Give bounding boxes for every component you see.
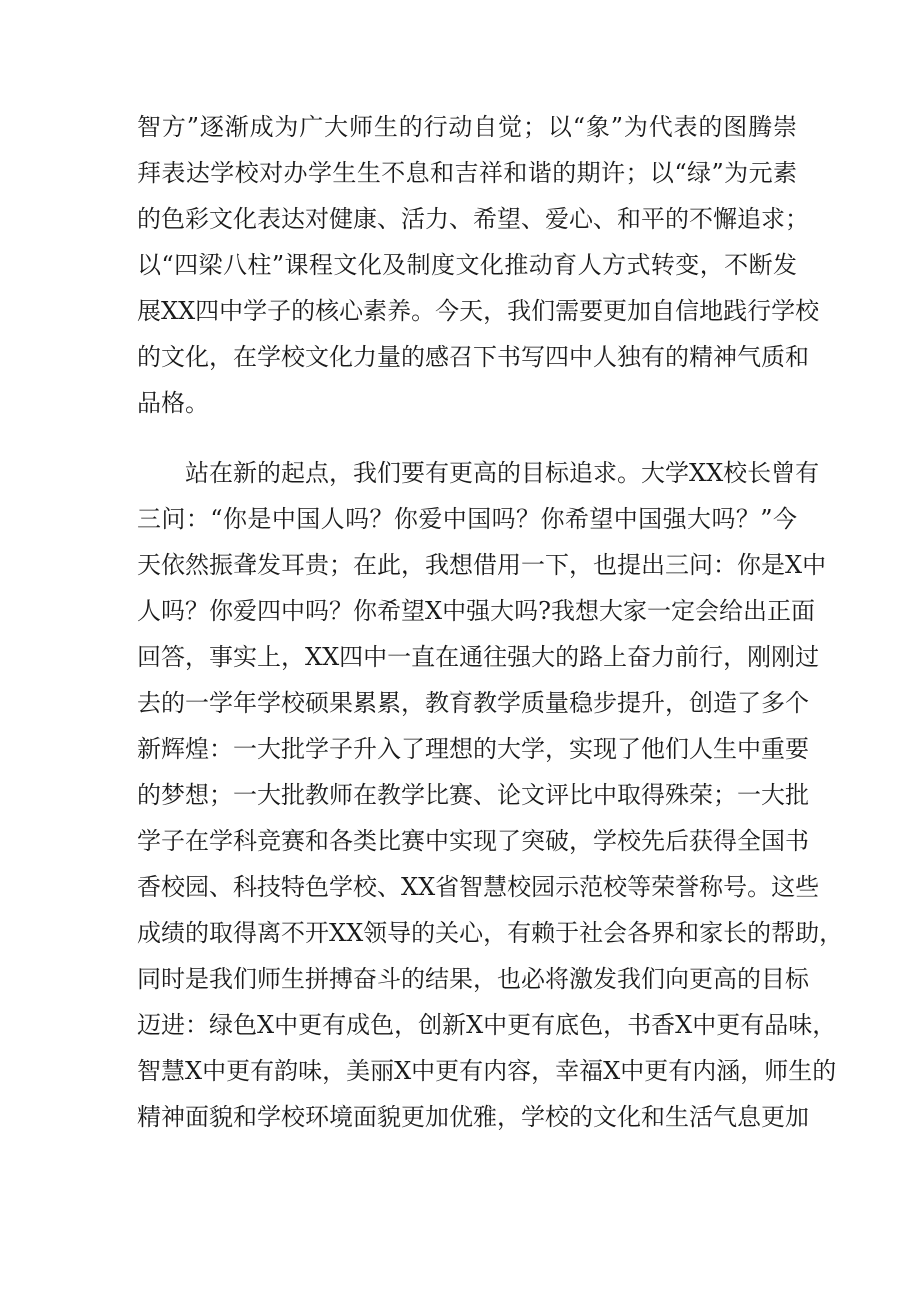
paragraph-1-line-2: 拜表达学校对办学生生不息和吉祥和谐的期许；以“绿”为元素 xyxy=(137,159,797,187)
paragraph-1-line-7: 品格。 xyxy=(137,389,209,417)
paragraph-1-line-5: 展XX四中学子的核心素养。今天，我们需要更加自信地践行学校 xyxy=(137,297,820,325)
paragraph-2-line-7: 新辉煌：一大批学子升入了理想的大学，实现了他们人生中重要 xyxy=(137,735,809,763)
paragraph-2-line-4: 人吗？你爱四中吗？你希望X中强大吗?我想大家一定会给出正面 xyxy=(137,597,815,625)
paragraph-2-line-1: 站在新的起点，我们要有更高的目标追求。大学XX校长曾有 xyxy=(185,459,820,487)
paragraph-2-line-13: 迈进：绿色X中更有成色，创新X中更有底色，书香X中更有品味， xyxy=(137,1011,837,1039)
paragraph-2-line-6: 去的一学年学校硕果累累，教育教学质量稳步提升，创造了多个 xyxy=(137,689,809,717)
paragraph-2-line-10: 香校园、科技特色学校、XX省智慧校园示范校等荣誉称号。这些 xyxy=(137,873,820,901)
paragraph-2-line-3: 天依然振聋发耳贵；在此，我想借用一下，也提出三问：你是X中 xyxy=(137,551,827,579)
paragraph-1-line-6: 的文化，在学校文化力量的感召下书写四中人独有的精神气质和 xyxy=(137,343,809,371)
paragraph-2-line-2: 三问：“你是中国人吗？你爱中国吗？你希望中国强大吗？”今 xyxy=(137,505,797,533)
paragraph-2-line-15: 精神面貌和学校环境面貌更加优雅，学校的文化和生活气息更加 xyxy=(137,1103,809,1131)
paragraph-1-line-1: 智方”逐渐成为广大师生的行动自觉；以“象”为代表的图腾崇 xyxy=(137,113,797,141)
paragraph-2-line-5: 回答，事实上，XX四中一直在通往强大的路上奋力前行，刚刚过 xyxy=(137,643,820,671)
paragraph-1-line-4: 以“四梁八柱”课程文化及制度文化推动育人方式转变，不断发 xyxy=(137,251,797,279)
paragraph-1-line-3: 的色彩文化表达对健康、活力、希望、爱心、和平的不懈追求； xyxy=(137,205,809,233)
paragraph-2-line-8: 的梦想；一大批教师在教学比赛、论文评比中取得殊荣；一大批 xyxy=(137,781,809,809)
paragraph-2-line-14: 智慧X中更有韵味，美丽X中更有内容，幸福X中更有内涵，师生的 xyxy=(137,1057,837,1085)
paragraph-2-line-11: 成绩的取得离不开XX领导的关心，有赖于社会各界和家长的帮助， xyxy=(137,919,844,947)
paragraph-2-line-9: 学子在学科竞赛和各类比赛中实现了突破，学校先后获得全国书 xyxy=(137,827,809,855)
paragraph-2-line-12: 同时是我们师生拼搏奋斗的结果，也必将激发我们向更高的目标 xyxy=(137,965,809,993)
